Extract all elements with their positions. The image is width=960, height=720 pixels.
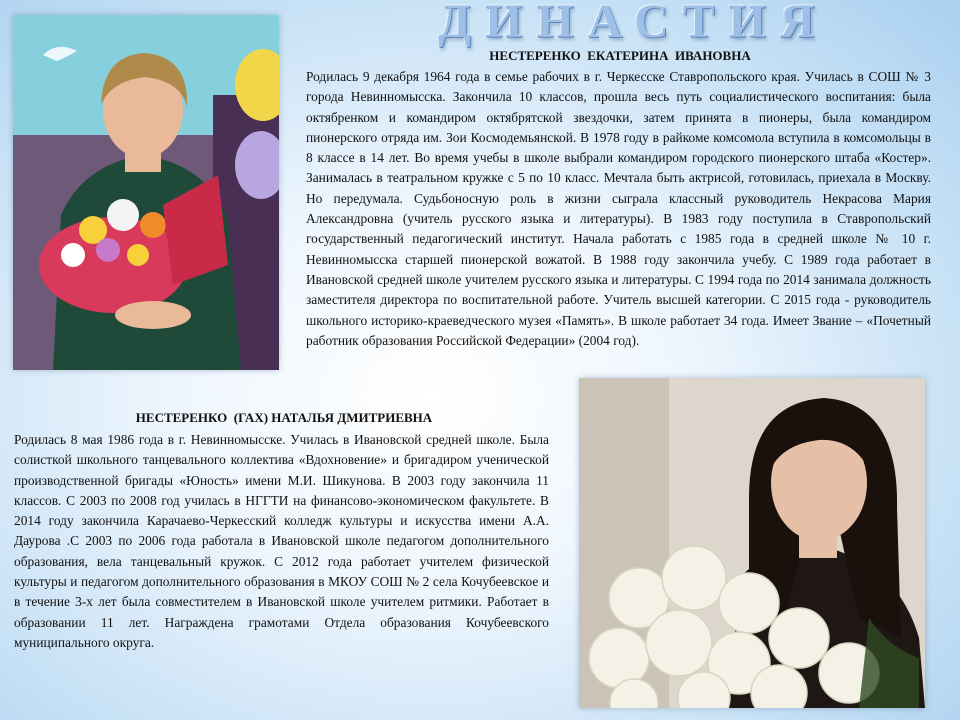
portrait-photo-ekaterina	[13, 15, 279, 370]
person1-bio: Родилась 9 декабря 1964 года в семье рабочих в г. Черкесске Ставропольского края. Училась в СОШ № 3 города Невинномысска. Закончила 10 классов, прошла весь путь социалистического воспитания: была октябренком и командиром октябрятской звездочки, затем принята в пионеры, была командиром пионерского отряда им. Зои Космодемьянской. В 1978 году в райкоме комсомола вступила в комсомольцы в 8 классе в 14 лет. Во время учебы в школе выбрали командиром городского пионерского штаба «Костер». Занималась в театральном кружке с 5 по 10 класс. Мечтала быть актрисой, готовилась, приехала в Москву. Но передумала. Судьбоносную роль в жизни сыграла классный руководитель Некрасова Мария Александровна (учитель русского языка и литературы). В 1983 году поступила в Ставропольский государственный педагогический институт. Начала работать с 1985 года в средней школе № 10 г. Невинномысска старшей пионерской вожатой. В 1988 году закончила учебу. С 1989 года работает в Ивановской средней школе учителем русского языка и литературы. С 1994 года по 2014 занимала должность заместителя директора по воспитательной работе. Учитель высшей категории. С 2015 года - руководитель школьного историко-краеведческого музея «Память». В школе работает 34 года. Имеет Звание – «Почетный работник образования Российской Федерации» (2004 год).	[306, 69, 931, 348]
slide-title: ДИНАСТИЯ	[438, 0, 829, 48]
person2-bio: Родилась 8 мая 1986 года в г. Невинномысске. Училась в Ивановской средней школе. Была солисткой школьного танцевального коллектива «Вдохновение» и бригадиром ученической производственной бригады «Юность» имени М.И. Шикунова. В 2003 году закончила 11 классов. С 2003 по 2008 год училась в НГГТИ на финансово-экономическом факультете. В 2014 году закончила Карачаево-Черкесский колледж культуры и искусства имени А.А. Даурова .С 2003 по 2006 года работала в Ивановской школе педагогом дополнительного образования, вела танцевальный кружок. С 2012 года работает учителем физической культуры и педагогом дополнительного образования в МКОУ СОШ № 2 села Кочубеевское и в течение 3-х лет была совместителем в Ивановской школе учителем ритмики. Работает в образовании 11 лет. Награждена грамотами Отдела образования Кочубеевского муниципального округа.	[14, 432, 549, 650]
person2-name: НЕСТЕРЕНКО (ГАХ) НАТАЛЬЯ ДМИТРИЕВНА	[135, 410, 433, 425]
person1-name: НЕСТЕРЕНКО ЕКАТЕРИНА ИВАНОВНА	[489, 48, 751, 63]
portrait-photo-natalia	[579, 378, 925, 708]
